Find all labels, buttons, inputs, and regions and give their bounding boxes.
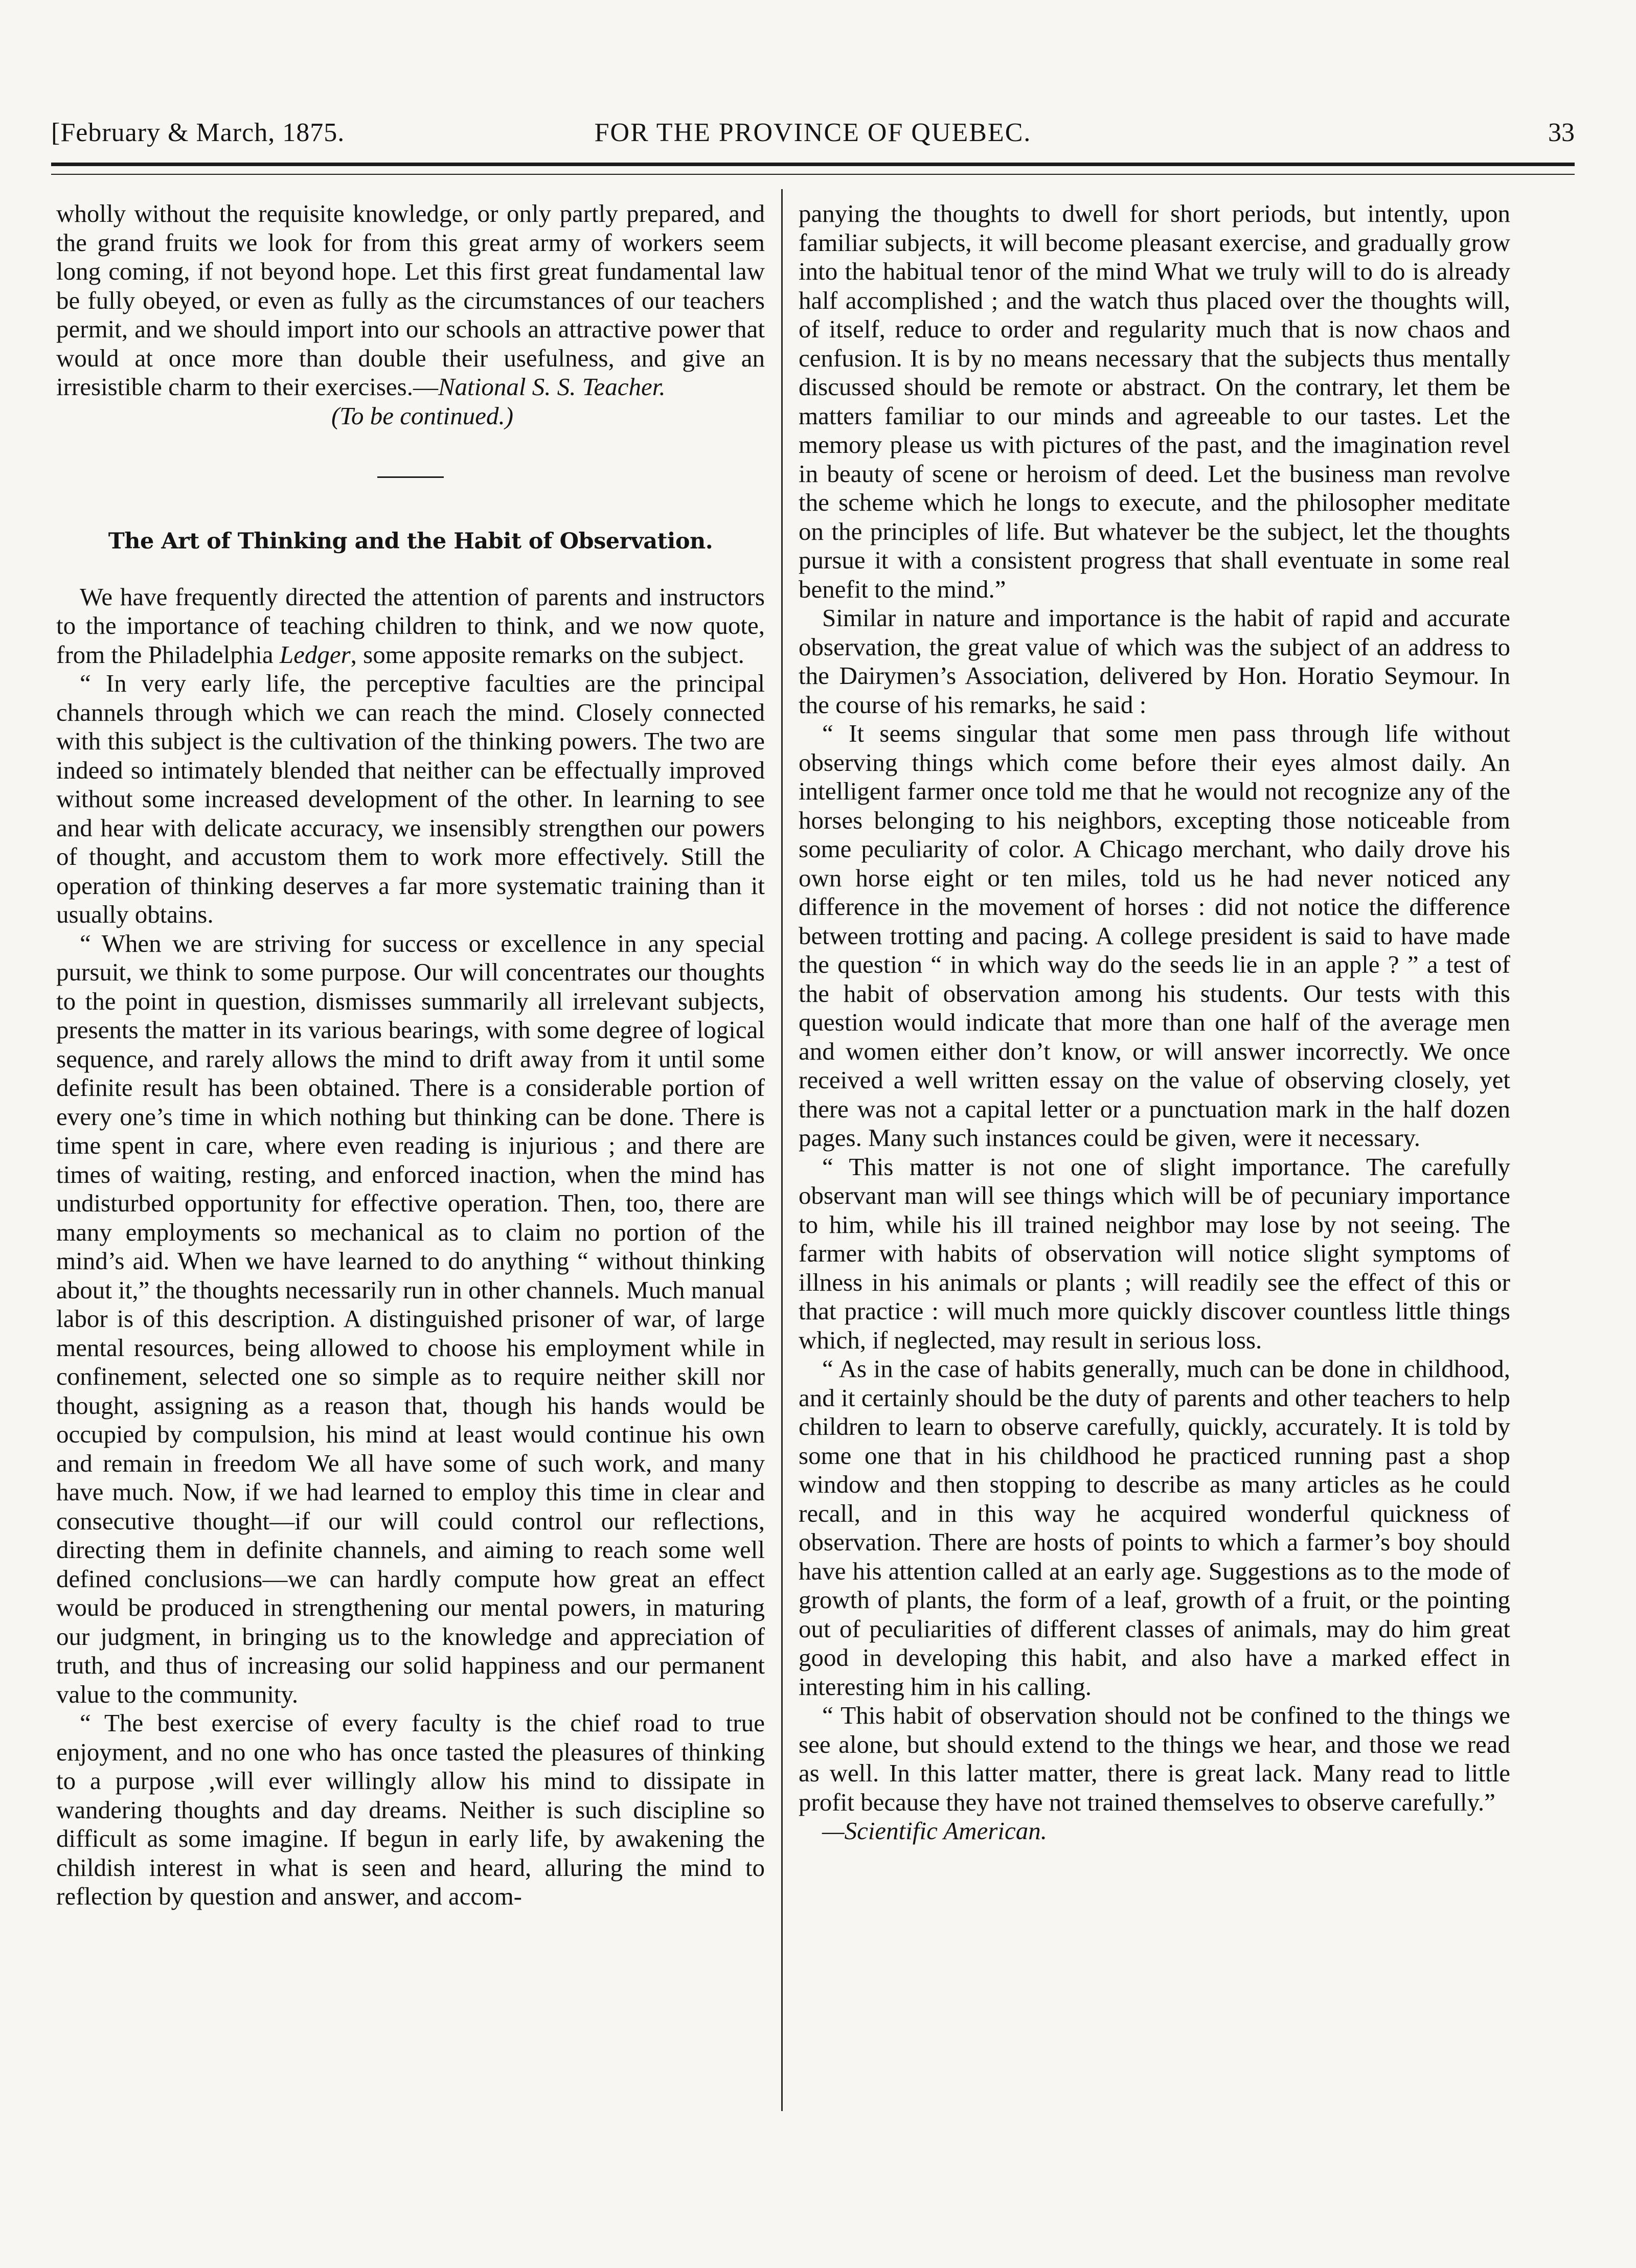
page-number: 33 (1548, 118, 1575, 147)
running-head (51, 112, 1575, 153)
paragraph: “ When we are striving for success or excellence in any special pursuit, we think to some purpose. Our will concentrates our thoughts to the point in question, dismisses summarily all irrelevant subjects, presents the matter in its various bearings, with some degree of logical sequence, and rarely allows the mind to drift away from it until some definite result has been obtained. There is a considerable portion of every one’s time in which nothing but thinking can be done. There is time spent in care, where even reading is injurious ; and there are times of waiting, resting, and enforced inaction, when the mind has undisturbed opportunity for effective operation. Then, too, there are many employments so mechanical as to claim no portion of the mind’s aid. When we have learned to do anything “ without thinking about it,” the thoughts necessarily run in other channels. Much manual labor is of this description. A distinguished prisoner of war, of large mental resources, being allowed to choose his employment while in confinement, selected one so simple as to require neither skill nor thought, assigning as a reason that, though his hands would be occupied by compulsion, his mind at least would continue his own and remain in freedom We all have some of such work, and many have much. Now, if we had learned to employ this time in clear and consecutive thought—if our will could control our reflections, directing them in definite channels, and aiming to reach some well defined conclusions—we can hardly compute how great an effect would be produced in strengthening our mental powers, in maturing our judgment, in bringing us to the knowledge and appreciation of truth, and thus of increasing our solid happiness and our permanent value to the community. (56, 929, 765, 1708)
right-column (799, 199, 1510, 1846)
paragraph: “ It seems singular that some men pass through life without observing things which come before their eyes almost daily. An intelligent farmer once told me that he would not recognize any of the horses belonging to his neighbors, excepting those noticeable from some peculiarity of color. A Chicago merchant, who daily drove his own horse eight or ten miles, told us he had never noticed any difference in the movement of horses : did not notice the difference between trotting and pacing. A college president is said to have made the question “ in which way do the seeds lie in an apple ? ” a test of the habit of observation among his students. Our tests with this question would indicate that more than one half of the average men and women either don’t know, or will answer incorrectly. We once received a well written essay on the value of observing closely, yet there was not a capital letter or a punctuation mark in the half dozen pages. Many such instances could be given, were it necessary. (799, 719, 1510, 1152)
paragraph: panying the thoughts to dwell for short periods, but intently, upon familiar subjects, it will become pleasant exercise, and gradually grow into the habitual tenor of the mind What we truly will to do is already half accomplished ; and the watch thus placed over the thoughts will, of itself, reduce to order and regularity much that is now chaos and cenfusion. It is by no means necessary that the subjects thus mentally discussed should be remote or abstract. On the contrary, let them be matters familiar to our minds and agreeable to our tastes. Let the memory please us with pictures of the past, and the imagination revel in beauty of scene or heroism of deed. Let the business man revolve the scheme which he longs to execute, and the philosopher meditate on the principles of life. But whatever be the subject, let the thoughts pursue it with a consistent progress that shall eventuate in some real benefit to the mind.” (799, 199, 1510, 603)
paragraph: “ This matter is not one of slight importance. The carefully observant man will see things which will be of pecuniary importance to him, while his ill trained neighbor may lose by not seeing. The farmer with habits of observation will notice slight symptoms of illness in his animals or plants ; will readily see the effect of this or that practice : will much more quickly discover countless little things which, if neglected, may result in serious loss. (799, 1152, 1510, 1354)
header-rule-thin (51, 174, 1575, 175)
left-column (56, 199, 765, 1911)
article-title: The Art of Thinking and the Habit of Observation. (108, 529, 713, 554)
section-separator (377, 476, 444, 478)
intro-paragraph: We have frequently directed the attention of parents and instructors to the importance of teaching children to think, and we now quote, from the Philadelphia Ledger, some apposite remarks on the subject. (56, 582, 765, 669)
issue-date: [February & March, 1875. (51, 118, 345, 147)
continued-text: wholly without the requisite knowledge, or only partly prepared, and the grand fruits we look for from this great army of workers seem long coming, if not beyond hope. Let this first great fundamental law be fully obeyed, or even as fully as the circumstances of our teachers permit, and we should import into our schools an attractive power that would at once more than double their usefulness, and give an irresistible charm to their exercises.— (56, 199, 765, 401)
continued-paragraph (56, 199, 765, 402)
paragraph: “ This habit of observation should not be confined to the things we see alone, but should extend to the things we hear, and those we read as well. In this latter matter, there is great lack. Many read to little profit because they have not trained themselves to observe carefully.” (799, 1701, 1510, 1816)
continued-source: National S. S. Teacher. (438, 373, 666, 401)
column-divider (781, 189, 783, 2111)
paragraph: Similar in nature and importance is the habit of rapid and accurate observation, the great value of which was the subject of an address to the Dairymen’s Association, delivered by Hon. Horatio Seymour. In the course of his remarks, he said : (799, 604, 1510, 719)
ledger-title: Ledger (279, 640, 351, 669)
paragraph: “ In very early life, the perceptive faculties are the principal channels through which we can reach the mind. Closely connected with this subject is the cultivation of the thinking powers. The two are indeed so intimately blended that neither can be effectually improved without some increased development of the other. In learning to see and hear with delicate accuracy, we insensibly strengthen our powers of thought, and accustom them to work more effectively. Still the operation of thinking deserves a far more systematic training than it usually obtains. (56, 669, 765, 928)
publication-title: FOR THE PROVINCE OF QUEBEC. (594, 118, 1032, 147)
paragraph: “ As in the case of habits generally, much can be done in childhood, and it certainly should be the duty of parents and other teachers to help children to learn to observe carefully, quickly, accurately. It is told by some one that in his childhood he practiced running past a shop window and then stopping to describe as many articles as he could recall, and in this way he acquired wonderful quickness of observation. There are hosts of points to which a farmer’s boy should have his attention called at an early age. Suggestions as to the mode of growth of plants, the form of a leaf, growth of a fruit, or the pointing out of peculiarities of different classes of animals, may do him great good in developing this habit, and also have a marked effect in interesting him in his calling. (799, 1355, 1510, 1701)
to-be-continued: (To be continued.) (331, 401, 514, 430)
attribution: —Scientific American. (822, 1817, 1047, 1845)
paragraph: “ The best exercise of every faculty is the chief road to true enjoyment, and no one who has once tasted the pleasures of thinking to a purpose ,will ever willingly allow his mind to dissipate in wandering thoughts and day dreams. Neither is such discipline so difficult as some imagine. If begun in early life, by awakening the childish interest in what is seen and heard, alluring the mind to reflection by question and answer, and accom- (56, 1709, 765, 1910)
header-rule-thick (51, 163, 1575, 166)
